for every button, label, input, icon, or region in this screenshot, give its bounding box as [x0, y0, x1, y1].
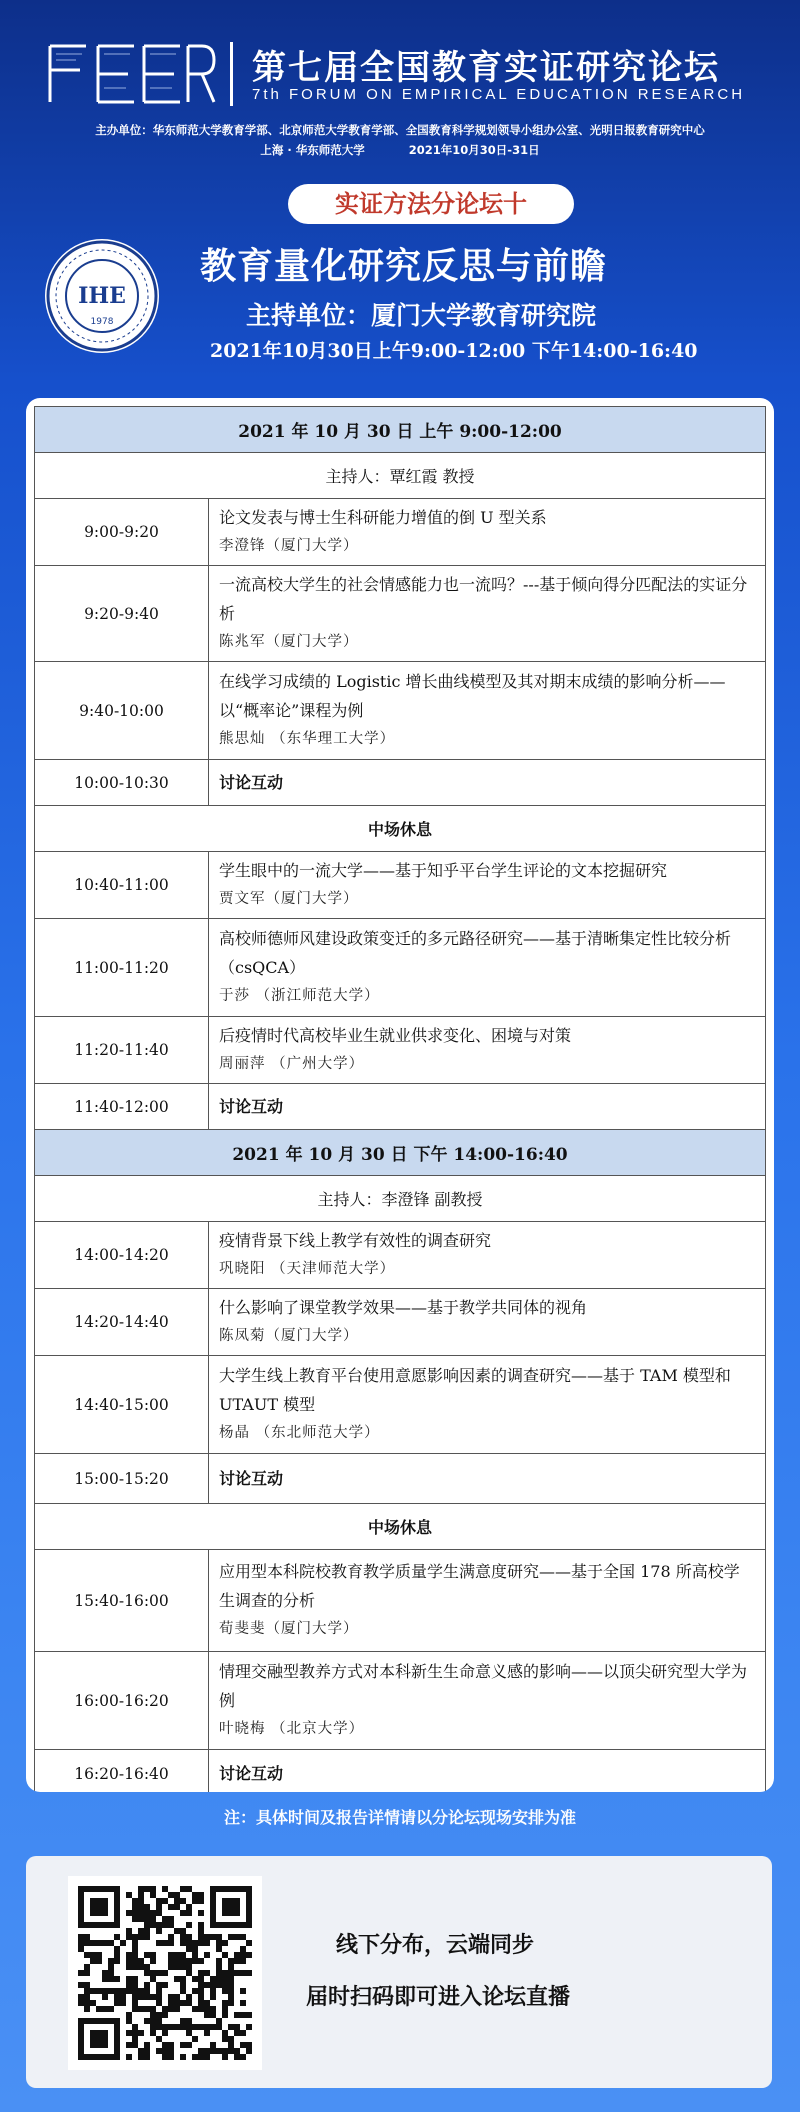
schedule-card: [26, 398, 774, 1792]
discussion-label: 讨论互动: [209, 1750, 766, 1793]
talk-speaker: 李澄锋（厦门大学）: [219, 538, 359, 554]
discussion-row: [35, 1084, 766, 1130]
table-row: [35, 852, 766, 919]
talk-speaker: 陈凤菊（厦门大学）: [219, 1328, 359, 1344]
host-unit: 主持单位：厦门大学教育研究院: [246, 301, 597, 330]
organizers-line: 主办单位：华东师范大学教育学部、北京师范大学教育学部、全国教育科学规划领导小组办公室、光明日报教育研究中心: [95, 123, 705, 137]
morning-chair: 主持人：覃红霞 教授: [35, 453, 766, 499]
talk-title: 在线学习成绩的 Logistic 增长曲线模型及其对期末成绩的影响分析——以“概率论”课程为例: [219, 672, 726, 720]
table-row: [35, 1222, 766, 1289]
venue-line: [0, 142, 800, 158]
talk-time: 16:00-16:20: [35, 1652, 209, 1750]
table-row: [35, 566, 766, 662]
talk-time: 9:00-9:20: [35, 499, 209, 566]
talk-content: [209, 1356, 766, 1454]
break-row: [35, 806, 766, 852]
afternoon-chair: 主持人：李澄锋 副教授: [35, 1176, 766, 1222]
talk-content: [209, 566, 766, 662]
talk-time: 14:00-14:20: [35, 1222, 209, 1289]
break-label: 中场休息: [35, 1504, 766, 1550]
talk-content: [209, 852, 766, 919]
talk-title: 大学生线上教育平台使用意愿影响因素的调查研究——基于 TAM 模型和 UTAUT 模型: [219, 1366, 731, 1414]
venue: 上海 · 华东师范大学: [260, 143, 365, 157]
talk-content: [209, 1289, 766, 1356]
morning-header: 2021 年 10 月 30 日 上午 9:00-12:00: [35, 407, 766, 453]
discussion-row: [35, 1454, 766, 1504]
discussion-time: 10:00-10:30: [35, 760, 209, 806]
qr-card: [26, 1856, 772, 2088]
talk-speaker: 巩晓阳 （天津师范大学）: [219, 1261, 396, 1277]
seal-year: 1978: [90, 317, 114, 327]
talk-speaker: 熊思灿 （东华理工大学）: [219, 731, 396, 747]
talk-speaker: 贾文军（厦门大学）: [219, 891, 359, 907]
table-row: [35, 1017, 766, 1084]
qr-code[interactable]: [68, 1876, 262, 2070]
morning-header-row: [35, 407, 766, 453]
discussion-row: [35, 1750, 766, 1793]
table-row: [35, 1289, 766, 1356]
ihe-seal-logo: [42, 236, 162, 356]
discussion-label: 讨论互动: [209, 1084, 766, 1130]
talk-speaker: 杨晶 （东北师范大学）: [219, 1425, 380, 1441]
talk-content: [209, 499, 766, 566]
discussion-time: 15:00-15:20: [35, 1454, 209, 1504]
talk-speaker: 于莎 （浙江师范大学）: [219, 988, 380, 1004]
talk-title: 论文发表与博士生科研能力增值的倒 U 型关系: [219, 508, 547, 527]
qr-caption-line2: 届时扫码即可进入论坛直播: [306, 1984, 571, 2010]
discussion-time: 16:20-16:40: [35, 1750, 209, 1793]
discussion-time: 11:40-12:00: [35, 1084, 209, 1130]
schedule-table: [34, 406, 766, 1792]
break-label: 中场休息: [35, 806, 766, 852]
talk-content: [209, 662, 766, 760]
discussion-label: 讨论互动: [209, 760, 766, 806]
talk-speaker: 周丽萍 （广州大学）: [219, 1056, 365, 1072]
table-row: [35, 919, 766, 1017]
talk-content: [209, 1550, 766, 1652]
feer-logo: [46, 40, 216, 106]
talk-time: 9:20-9:40: [35, 566, 209, 662]
qr-finder-pattern: [81, 2021, 117, 2057]
talk-title: 情理交融型教养方式对本科新生生命意义感的影响——以顶尖研究型大学为例: [219, 1662, 748, 1710]
qr-finder-pattern: [213, 1889, 249, 1925]
talk-title: 疫情背景下线上教学有效性的调查研究: [219, 1231, 492, 1250]
break-row: [35, 1504, 766, 1550]
talk-time: 11:00-11:20: [35, 919, 209, 1017]
talk-time: 9:40-10:00: [35, 662, 209, 760]
talk-time: 11:20-11:40: [35, 1017, 209, 1084]
qr-code-image: [68, 1876, 262, 2070]
session-time: 2021年10月30日上午9:00-12:00 下午14:00-16:40: [210, 340, 698, 362]
table-row: [35, 1356, 766, 1454]
qr-finder-pattern: [81, 1889, 117, 1925]
table-row: [35, 1652, 766, 1750]
discussion-label: 讨论互动: [209, 1454, 766, 1504]
talk-title: 一流高校大学生的社会情感能力也一流吗？---基于倾向得分匹配法的实证分析: [219, 575, 748, 623]
subforum-badge: 实证方法分论坛十: [288, 184, 574, 224]
talk-time: 14:20-14:40: [35, 1289, 209, 1356]
talk-speaker: 叶晓梅 （北京大学）: [219, 1721, 365, 1737]
table-row: [35, 662, 766, 760]
header-banner: [0, 0, 800, 390]
qr-caption-line1: 线下分布，云端同步: [336, 1932, 535, 1958]
afternoon-header: 2021 年 10 月 30 日 下午 14:00-16:40: [35, 1130, 766, 1176]
session-title: 教育量化研究反思与前瞻: [200, 245, 608, 287]
afternoon-header-row: [35, 1130, 766, 1176]
table-row: [35, 499, 766, 566]
discussion-row: [35, 760, 766, 806]
talk-content: [209, 919, 766, 1017]
talk-title: 学生眼中的一流大学——基于知乎平台学生评论的文本挖掘研究: [219, 861, 668, 880]
footnote: 注：具体时间及报告详情请以分论坛现场安排为准: [223, 1808, 576, 1827]
seal-text: IHE: [78, 283, 126, 309]
talk-content: [209, 1017, 766, 1084]
table-row: [35, 1550, 766, 1652]
forum-title: 第七届全国教育实证研究论坛: [252, 48, 720, 88]
talk-speaker: 陈兆军（厦门大学）: [219, 634, 359, 650]
talk-title: 应用型本科院校教育教学质量学生满意度研究——基于全国 178 所高校学生调查的分析: [219, 1562, 740, 1610]
morning-chair-row: [35, 453, 766, 499]
talk-content: [209, 1652, 766, 1750]
talk-speaker: 荀斐斐（厦门大学）: [219, 1621, 359, 1637]
talk-time: 15:40-16:00: [35, 1550, 209, 1652]
talk-title: 高校师德师风建设政策变迁的多元路径研究——基于清晰集定性比较分析（csQCA）: [219, 929, 732, 977]
talk-time: 14:40-15:00: [35, 1356, 209, 1454]
forum-dates: 2021年10月30日-31日: [408, 143, 540, 157]
talk-time: 10:40-11:00: [35, 852, 209, 919]
logo-divider: [230, 42, 233, 106]
forum-subtitle: 7th FORUM ON EMPIRICAL EDUCATION RESEARCH: [252, 86, 746, 103]
talk-title: 什么影响了课堂教学效果——基于教学共同体的视角: [219, 1298, 588, 1317]
talk-content: [209, 1222, 766, 1289]
afternoon-chair-row: [35, 1176, 766, 1222]
talk-title: 后疫情时代高校毕业生就业供求变化、困境与对策: [219, 1026, 572, 1045]
